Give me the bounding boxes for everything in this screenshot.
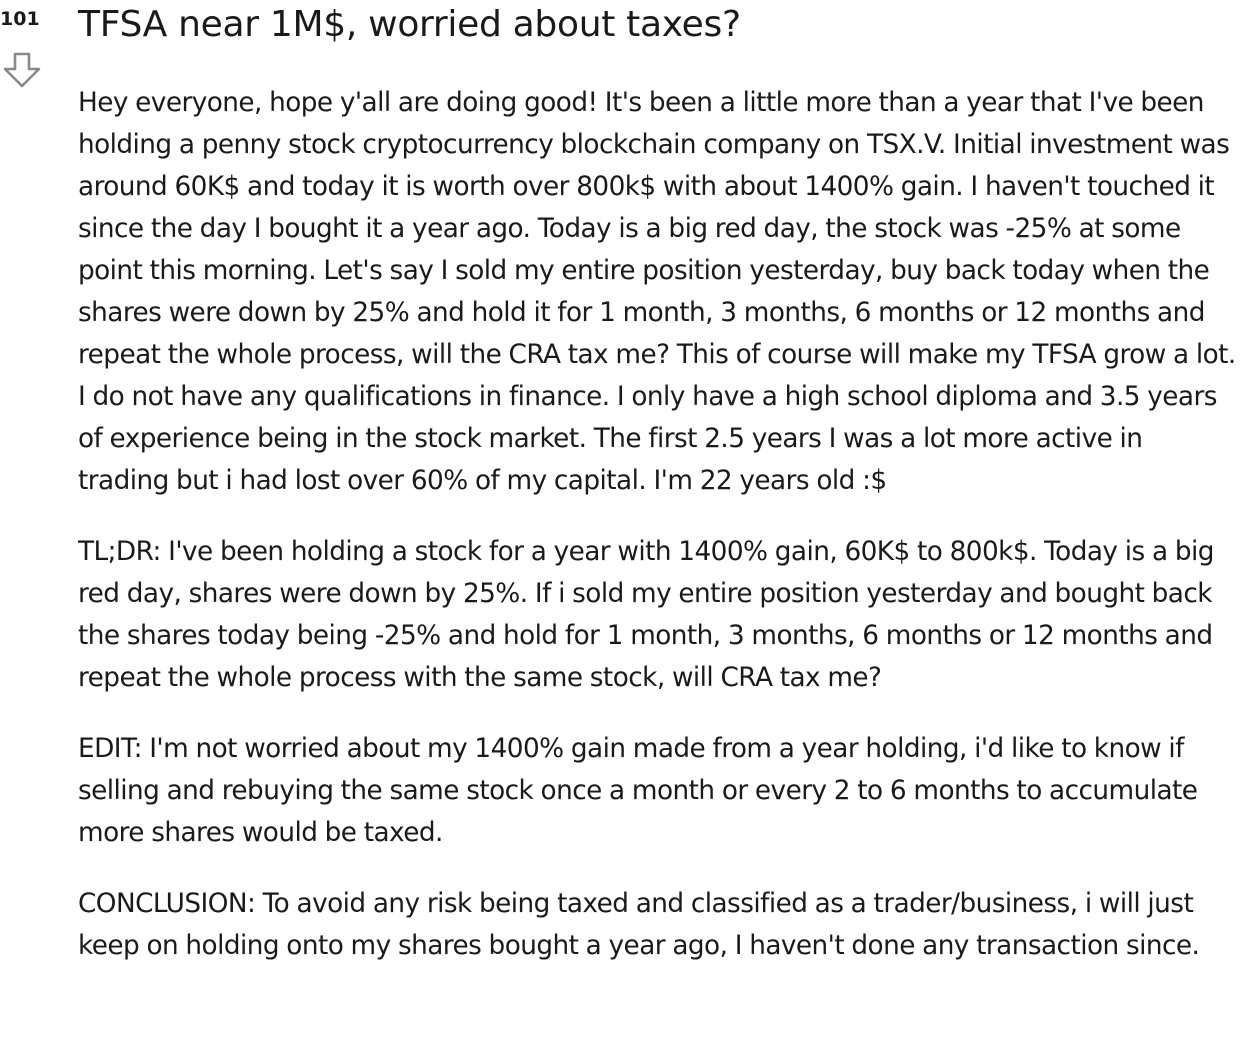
post-paragraph-edit: EDIT: I'm not worried about my 1400% gain made from a year holding, i'd like to know if selling and rebuying the same stock once a month or every 2 to 6 months to accumulate more shares would be taxed. <box>78 734 1198 848</box>
post-body <box>78 82 1238 967</box>
vote-score: 101 <box>0 8 40 30</box>
post-title[interactable]: TFSA near 1M$, worried about taxes? <box>78 4 741 45</box>
post-paragraph-tldr: TL;DR: I've been holding a stock for a year with 1400% gain, 60K$ to 800k$. Today is a big red day, shares were down by 25%. If i sold my entire position yesterday and bought back the shares today being -25% and hold for 1 month, 3 months, 6 months or 12 months and repeat the whole process with the same stock, will CRA tax me? <box>78 537 1214 693</box>
downvote-arrow-icon[interactable] <box>2 50 42 90</box>
post-paragraph-main: Hey everyone, hope y'all are doing good! It's been a little more than a year that I've been holding a penny stock cryptocurrency blockchain company on TSX.V. Initial investment was around 60K$ and today it is worth over 800k$ with about 1400% gain. I haven't touched it since the day I bought it a year ago. Today is a big red day, the stock was -25% at some point this morning. Let's say I sold my entire position yesterday, buy back today when the shares were down by 25% and hold it for 1 month, 3 months, 6 months or 12 months and repeat the whole process, will the CRA tax me? This of course will make my TFSA grow a lot. I do not have any qualifications in finance. I only have a high school diploma and 3.5 years of experience being in the stock market. The first 2.5 years I was a lot more active in trading but i had lost over 60% of my capital. I'm 22 years old :$ <box>78 88 1236 496</box>
post-content <box>78 0 1238 996</box>
post-paragraph-conclusion: CONCLUSION: To avoid any risk being taxed and classified as a trader/business, i will just keep on holding onto my shares bought a year ago, I haven't done any transaction since. <box>78 889 1200 961</box>
